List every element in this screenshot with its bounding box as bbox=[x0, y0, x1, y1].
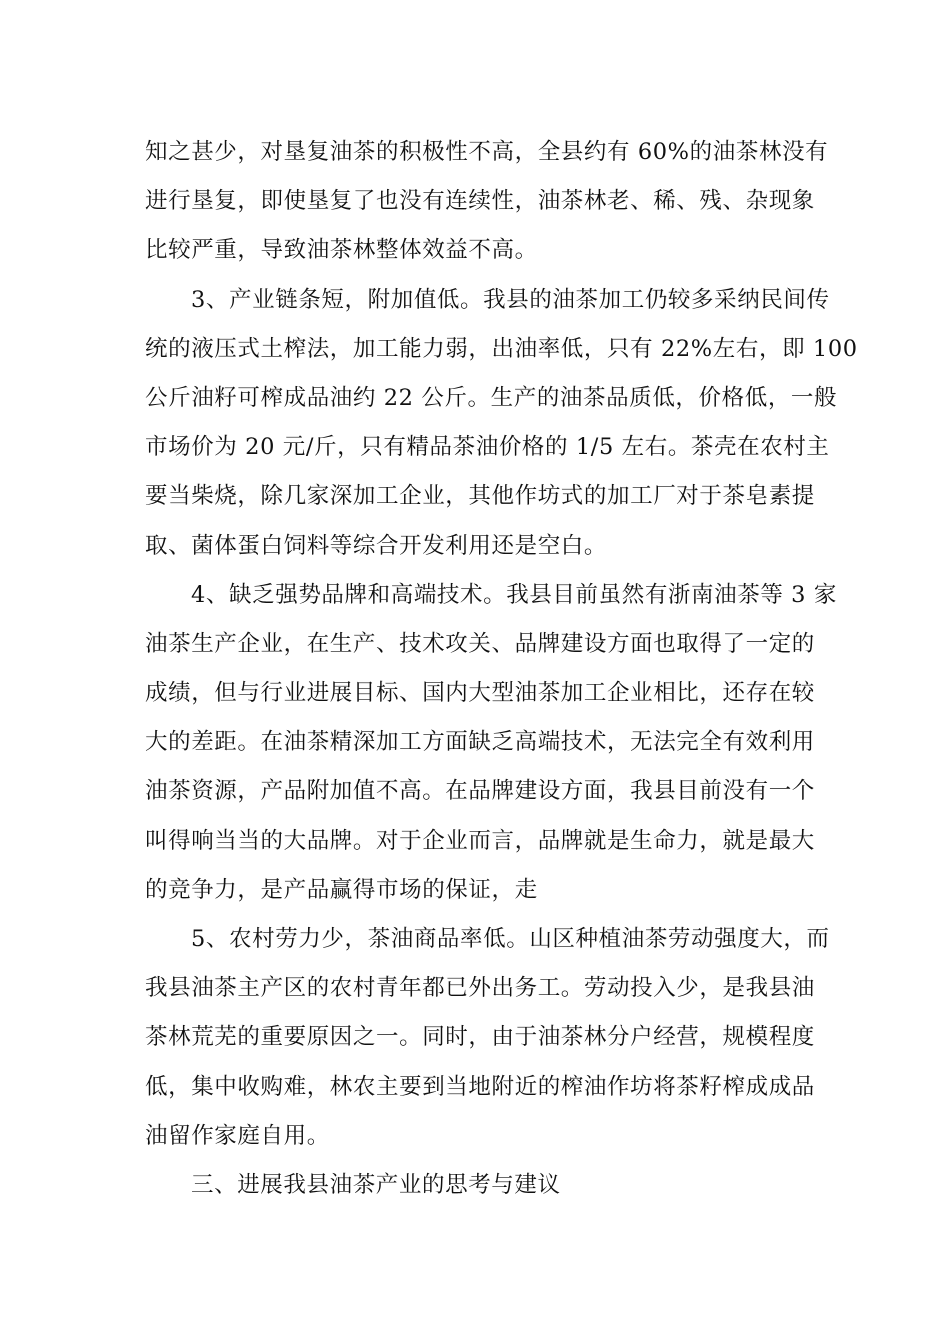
paragraph-continuation bbox=[145, 128, 829, 276]
paragraph-point-4 bbox=[145, 571, 837, 915]
text-line: 进行垦复，即使垦复了也没有连续性，油茶林老、稀、残、杂现象 bbox=[145, 188, 815, 215]
paragraph-point-5 bbox=[145, 915, 830, 1161]
text-line: 5、农村劳力少，茶油商品率低。山区种植油茶劳动强度大，而 bbox=[191, 926, 830, 952]
text-line: 低，集中收购难，林农主要到当地附近的榨油作坊将茶籽榨成成品 bbox=[145, 1073, 815, 1100]
text-line: 成绩，但与行业进展目标、国内大型油茶加工企业相比，还存在较 bbox=[145, 680, 815, 707]
text-line: 油茶资源，产品附加值不高。在品牌建设方面，我县目前没有一个 bbox=[145, 778, 815, 805]
text-line: 油茶生产企业，在生产、技术攻关、品牌建设方面也取得了一定的 bbox=[145, 630, 815, 657]
heading-text: 三、进展我县油茶产业的思考与建议 bbox=[191, 1171, 561, 1198]
section-heading bbox=[145, 1161, 810, 1210]
text-line: 4、缺乏强势品牌和高端技术。我县目前虽然有浙南油茶等 3 家 bbox=[191, 581, 837, 608]
text-line: 要当柴烧，除几家深加工企业，其他作坊式的加工厂对于茶皂素提 bbox=[145, 483, 815, 510]
text-line: 取、菌体蛋白饲料等综合开发利用还是空白。 bbox=[145, 532, 608, 559]
text-line: 知之甚少，对垦复油茶的积极性不高，全县约有 60%的油茶林没有 bbox=[145, 139, 829, 165]
text-line: 公斤油籽可榨成品油约 22 公斤。生产的油茶品质低，价格低，一般 bbox=[145, 384, 838, 411]
text-line: 大的差距。在油茶精深加工方面缺乏高端技术，无法完全有效利用 bbox=[145, 729, 815, 756]
text-line: 的竞争力，是产品赢得市场的保证，走 bbox=[145, 876, 538, 903]
paragraph-point-3 bbox=[145, 276, 858, 571]
text-line: 茶林荒芜的重要原因之一。同时，由于油茶林分户经营，规模程度 bbox=[145, 1024, 815, 1051]
text-line: 3、产业链条短，附加值低。我县的油茶加工仍较多采纳民间传 bbox=[191, 286, 830, 313]
document-body bbox=[145, 128, 858, 1210]
text-line: 统的液压式土榨法，加工能力弱，出油率低，只有 22%左右，即 100 bbox=[145, 335, 858, 362]
text-line: 我县油茶主产区的农村青年都已外出务工。劳动投入少，是我县油 bbox=[145, 975, 815, 1002]
text-line: 比较严重，导致油茶林整体效益不高。 bbox=[145, 237, 538, 264]
text-line: 油留作家庭自用。 bbox=[145, 1122, 330, 1149]
text-line: 叫得响当当的大品牌。对于企业而言，品牌就是生命力，就是最大 bbox=[145, 827, 815, 854]
text-line: 市场价为 20 元/斤，只有精品茶油价格的 1/5 左右。茶壳在农村主 bbox=[145, 434, 830, 461]
